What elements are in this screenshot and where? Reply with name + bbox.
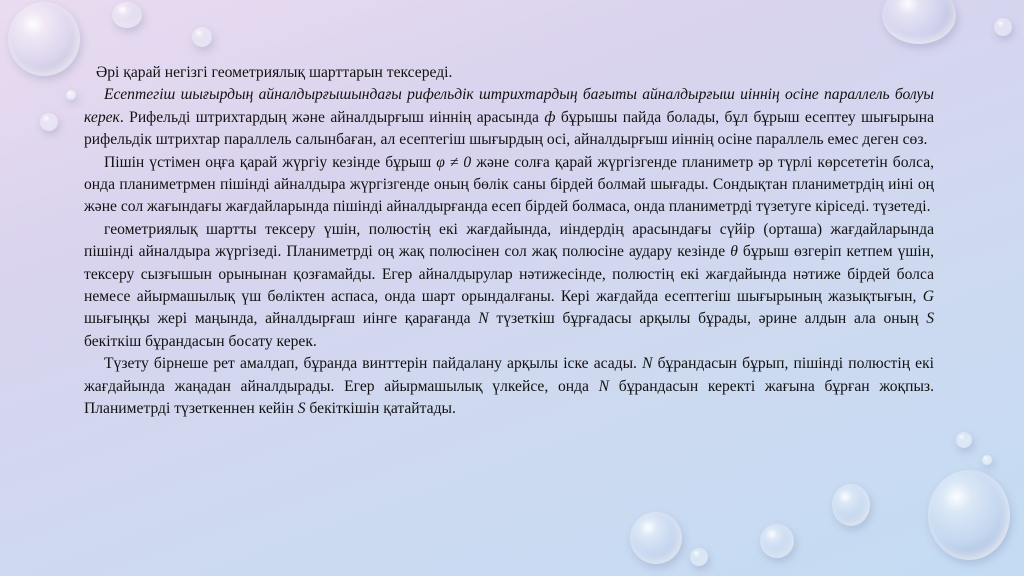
bubble-top-center (192, 27, 212, 47)
bubble-top-right-large (882, 0, 956, 44)
bubble-top-left-small (112, 2, 142, 28)
paragraph-4-text-d: түзеткіш бұрғадасы арқылы бұрады, әрине алдын ала оның (488, 310, 927, 328)
paragraph-1-text: Әрі қарай негізгі геометриялық шарттарын тексереді. (96, 64, 453, 81)
bubble-bottom-right-small (760, 524, 794, 558)
paragraph-5-text-b: бұрандасын бұрып, пішінді полюстің екі жағдайында жаңадан айналдырады. Егер айырмашылық үлкейсе, онда (84, 355, 934, 395)
paragraph-4-text-b: бұрыш өзгеріп кетпем үшін, тексеру сызғышын орынынан қозғамайды. Егер айналдырулар нәтижесінде, полюстің екі жағдайында нәтиже бірдей болса немесе айырмашылық үш бөліктен аспаса, онда шарт орындалғаны. Кері жағдайда есептегіш шығырының жазықтығын, (84, 243, 934, 306)
bubble-left-mid (40, 113, 58, 131)
paragraph-4-text-e: бекіткіш бұрандасын босату керек. (84, 332, 317, 350)
bubble-left-tiny (66, 90, 76, 100)
symbol-N-second: N (598, 377, 610, 395)
paragraph-3-text-a: Пішін үстімен оңға қарай жүргіу кезінде бұрыш (104, 153, 437, 171)
paragraph-2 (84, 84, 934, 151)
bubble-right-mid (956, 432, 972, 448)
paragraph-5-text-d: бекіткішін қатайтады. (305, 400, 456, 418)
symbol-phi: ф (544, 108, 556, 126)
paragraph-3 (84, 152, 934, 219)
bubble-bottom-right-large (928, 470, 1010, 560)
paragraph-1 (84, 62, 934, 84)
symbol-N-first: N (642, 355, 653, 373)
formula-phi-not-zero: φ ≠ 0 (436, 153, 472, 171)
paragraph-5-text-c: бұрандасын керекті жағына бұрған жоқпыз. Планиметрді түзеткеннен кейін (84, 377, 934, 418)
bubble-bottom-center (630, 512, 682, 564)
symbol-G: G (922, 288, 934, 306)
paragraph-2-text-b: бұрышы пайда болады, бұл бұрыш есептеу шығырына рифельдік штрихтар параллель салынбаған, ал есептегіш шығырдың осі, айналдырғыш иіннің осіне параллель емес деген сөз. (84, 108, 934, 149)
paragraph-5-text-a: Түзету бірнеше рет амалдап, бұранда винттерін пайдалану арқылы іске асады. (104, 355, 643, 373)
symbol-S: S (926, 310, 934, 328)
bubble-bottom-right-mid (832, 484, 870, 526)
bubble-bottom-center-small (690, 548, 708, 566)
bubble-top-right-small (994, 18, 1012, 36)
symbol-N: N (478, 310, 489, 328)
paragraph-2-text-a: . Рифельді штрихтардың және айналдырғыш иіннің арасында (119, 108, 545, 126)
document-body (84, 62, 934, 421)
symbol-theta: θ (730, 243, 738, 261)
bubble-large-top-left (8, 2, 80, 76)
paragraph-4 (84, 219, 934, 353)
symbol-S-final: S (297, 400, 306, 418)
paragraph-3-text-b: және солға қарай жүргізгенде планиметр әр түрлі көрсететін болса, онда планиметрмен пішінді айналдыра жүргізгенде оның бөлік саны бірдей болмай шығады. Сондықтан планиметрдің иіні оң және сол жағындағы жағдайларында пішінді айналдырғанда есеп бірдей болмаса, онда планиметрді түзетуге кіріседі. түзетеді. (84, 153, 935, 216)
paragraph-4-text-c: шығыңқы жері маңында, айналдырғаш иінге қарағанда (84, 310, 479, 328)
bubble-right-small (982, 455, 992, 465)
paragraph-4-text-a: геометриялық шартты тексеру үшін, полюстің екі жағдайында, иіндердің арасындағы сүйір (орташа) жағдайларында пішінді айналдыра жүргізеді. Планиметрді оң жақ полюсінен сол жақ полюсіне аудару кезінде (84, 220, 934, 261)
paragraph-2-italic-condition: Есептегіш шығырдың айналдырғышындағы рифельдік штрихтардың бағыты айналдырғыш иіннің осіне параллель болуы керек (84, 86, 934, 126)
paragraph-5 (84, 353, 934, 420)
